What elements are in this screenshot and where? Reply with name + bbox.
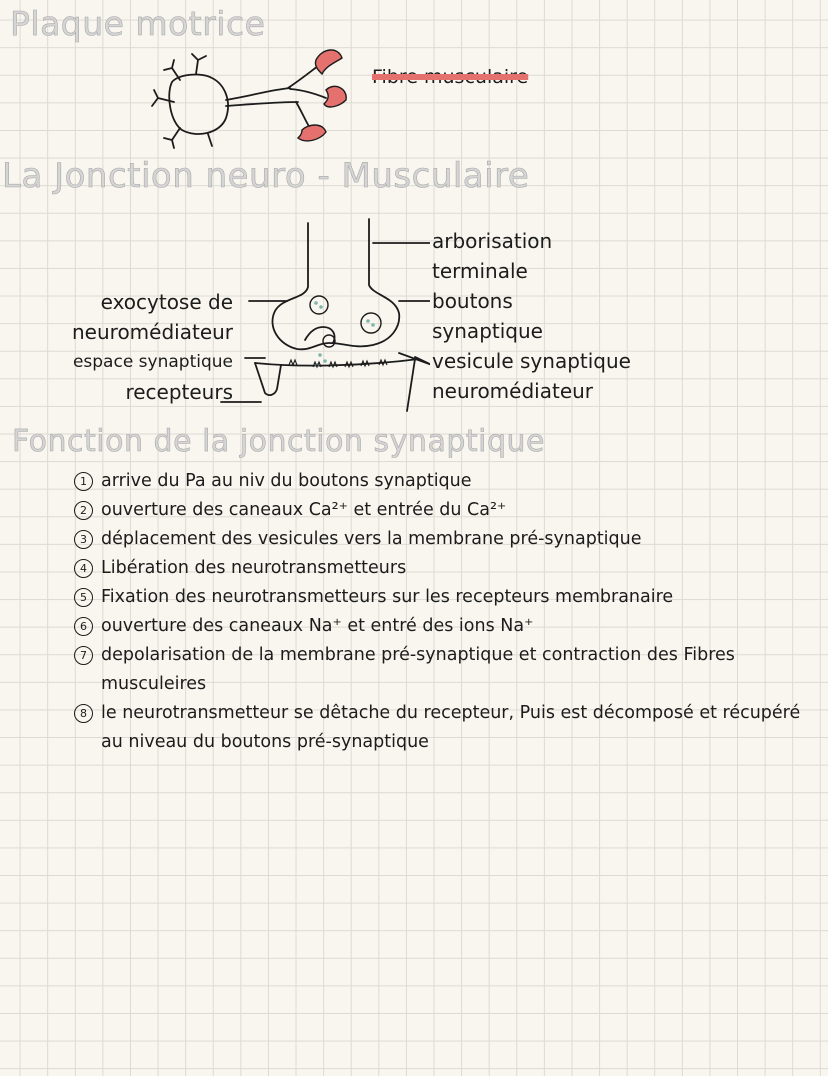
label-recepteurs: recepteurs: [125, 380, 234, 404]
step-text: ouverture des caneaux Na⁺ et entré des ions Na⁺: [101, 616, 534, 636]
postsynaptic-membrane-side: [407, 359, 415, 411]
synaptic-vesicle: [310, 296, 328, 314]
axon-branch: [288, 66, 318, 88]
steps-list: [74, 467, 822, 757]
step-text: déplacement des vesicules vers la membrane pré-synaptique: [101, 529, 642, 549]
receptor: [289, 360, 297, 365]
motor-neuron-figure: [150, 40, 350, 150]
list-item: [74, 467, 822, 496]
step-number: 1: [74, 472, 93, 491]
list-item: [74, 525, 822, 554]
neurotransmitter: [366, 319, 370, 323]
neurotransmitter: [323, 359, 327, 363]
muscle-fibre: [298, 125, 326, 141]
step-number: 7: [74, 646, 93, 665]
step-number: 8: [74, 704, 93, 723]
label-neuromediateur: neuromédiateur: [72, 320, 234, 344]
step-text: ouverture des caneaux Ca²⁺ et entrée du Ca²⁺: [101, 500, 507, 520]
muscle-fibres: [298, 50, 346, 141]
axon-branch: [296, 102, 310, 128]
synapse-left-labels: [72, 287, 233, 407]
section-heading-synaptic-function: Fonction de la jonction synaptique: [12, 424, 545, 459]
axon-branch: [290, 89, 326, 98]
axon: [226, 88, 290, 100]
neurotransmitter: [314, 301, 318, 305]
label-boutons: boutons: [432, 289, 513, 313]
neurotransmitter: [319, 305, 323, 309]
step-text: depolarisation de la membrane pré-synaptique et contraction des Fibres musculeires: [101, 645, 735, 694]
list-item: [74, 554, 822, 583]
label-synaptique: synaptique: [432, 319, 543, 343]
neuron-cell-body: [169, 75, 228, 134]
dendrite: [164, 128, 180, 148]
label-exocytose: exocytose de: [100, 290, 234, 314]
step-text: Libération des neurotransmetteurs: [101, 558, 407, 578]
label-neuromediateur-right: neuromédiateur: [432, 379, 594, 403]
step-text: arrive du Pa au niv du boutons synaptique: [101, 471, 472, 491]
axon-terminal: [272, 219, 399, 349]
section-heading-neuromuscular-junction: La Jonction neuro - Musculaire: [2, 156, 530, 196]
step-number: 4: [74, 559, 93, 578]
dendrite: [164, 60, 180, 80]
list-item: [74, 496, 822, 525]
label-terminale: terminale: [432, 259, 528, 283]
synaptic-vesicle: [361, 313, 381, 333]
list-item: [74, 641, 822, 699]
step-number: 2: [74, 501, 93, 520]
label-espace-synaptique: espace synaptique: [72, 352, 234, 372]
step-number: 3: [74, 530, 93, 549]
muscle-fibre: [315, 50, 342, 74]
synapse-diagram: [205, 215, 430, 415]
list-item: [74, 612, 822, 641]
label-line-vesicule2: [415, 357, 430, 365]
axon: [226, 102, 298, 106]
label-vesicule-synaptique: vesicule synaptique: [432, 349, 631, 373]
dendrite: [152, 90, 174, 106]
list-item: [74, 583, 822, 612]
list-item: [74, 699, 822, 757]
postsynaptic-membrane: [255, 359, 419, 366]
neurotransmitter: [318, 353, 322, 357]
step-text: le neurotransmetteur se dêtache du recepteur, Puis est décomposé et récupéré au niveau du boutons pré-synaptique: [101, 703, 801, 752]
page-title: Plaque motrice: [10, 4, 266, 43]
step-text: Fixation des neurotransmetteurs sur les recepteurs membranaire: [101, 587, 674, 607]
step-number: 6: [74, 617, 93, 636]
dendrite: [208, 134, 212, 146]
label-arborisation: arborisation: [432, 229, 553, 253]
muscle-fibre: [324, 86, 346, 107]
postsynaptic-membrane-side: [255, 363, 281, 395]
neurotransmitter: [371, 323, 375, 327]
dendrite: [192, 54, 206, 74]
step-number: 5: [74, 588, 93, 607]
synapse-right-labels: [432, 226, 631, 406]
muscle-fibre-label: Fibre musculaire: [372, 66, 529, 88]
